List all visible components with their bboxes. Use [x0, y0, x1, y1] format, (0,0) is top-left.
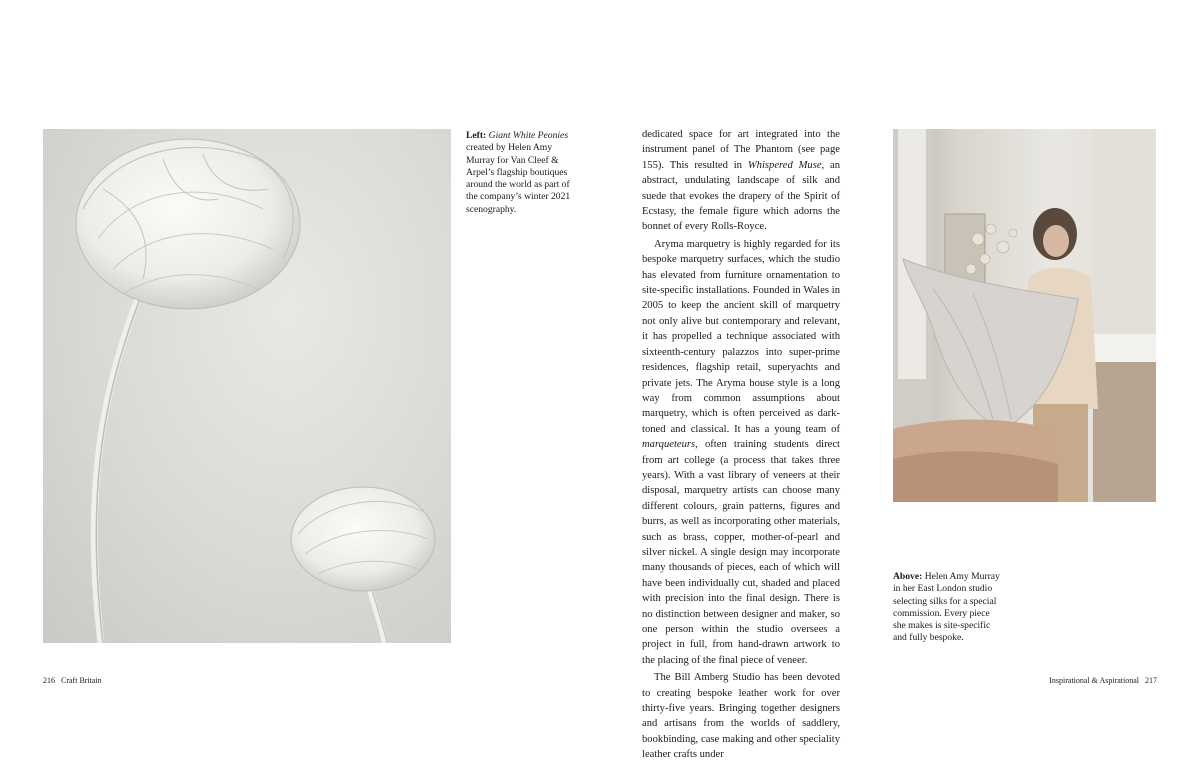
caption-text: Helen Amy Murray in her East London studio selecting silks for a special commission. Every piece she makes is site-specific and fully bespoke. — [893, 571, 1000, 644]
left-page-footer — [43, 676, 102, 685]
body-text-column — [642, 127, 840, 763]
paragraph-text: , often training students direct from art college (a process that takes three years). With a vast library of veneers at their disposal, marquetry artists can choose many different colours, grain patterns, figures and burrs, as well as incorporating other materials, such as brass, copper, mother-of-pearl and silver nickel. A single design may incorporate many thousands of pieces, each of which will have been individually cut, shaded and placed with precision into the final design. There is no distinction between designer and maker, so one person within the studio oversees a project in full, from hand-drawn artwork to the placing of the final piece of veneer. — [642, 439, 840, 666]
photo-giant-white-peonies — [43, 129, 451, 643]
body-paragraph — [642, 127, 840, 235]
caption-title: Giant White Peonies — [488, 130, 569, 141]
body-paragraph — [642, 237, 840, 668]
page-number: 217 — [1145, 676, 1157, 685]
photo-helen-amy-murray-studio — [893, 129, 1156, 502]
italic-text: marqueteurs — [642, 439, 696, 451]
caption-label: Left: — [466, 130, 487, 141]
right-photo-caption — [893, 571, 1003, 645]
studio-scene-illustration — [893, 129, 1156, 502]
paragraph-text: The Bill Amberg Studio has been devoted to creating bespoke leather work for over thirty-five years. Bringing together designers and artisans from the worlds of saddlery, bookbinding, case making and other speciality leather crafts under — [642, 672, 840, 761]
right-page-footer — [1049, 676, 1157, 685]
paragraph-text: , an abstract, undulating landscape of silk and suede that evokes the drapery of the Spirit of Ecstasy, the female figure which adorns the bonnet of every Rolls-Royce. — [642, 159, 841, 233]
page-number: 216 — [43, 676, 55, 685]
caption-label: Above: — [893, 571, 923, 582]
caption-text: created by Helen Amy Murray for Van Cleef & Arpel’s flagship boutiques around the world as part of the company’s winter 2021 scenography. — [466, 142, 571, 215]
paragraph-text: Aryma marquetry is highly regarded for its bespoke marquetry surfaces, which the studio has elevated from furniture ornamentation to site-specific installations. Founded in Wales in 2005 to keep the ancient skill of marquetry not only alive but contemporary and relevant, it has propelled a technique associated with sixteenth-century palazzos into super-prime residences, flagship retail, superyachts and private jets. The Aryma house style is a long way from common assumptions about marquetry, which is often perceived as dark-toned and classical. It has a young team of — [642, 238, 840, 435]
peony-relief-illustration — [43, 129, 451, 643]
paragraph-text: dedicated space for art integrated into the instrument panel of The Phantom (see page 155). This resulted in — [642, 129, 840, 171]
left-photo-caption — [466, 130, 576, 216]
body-paragraph — [642, 670, 840, 762]
italic-text: Whispered Muse — [747, 159, 822, 171]
running-title: Inspirational & Aspirational — [1049, 676, 1139, 685]
running-title: Craft Britain — [61, 676, 102, 685]
